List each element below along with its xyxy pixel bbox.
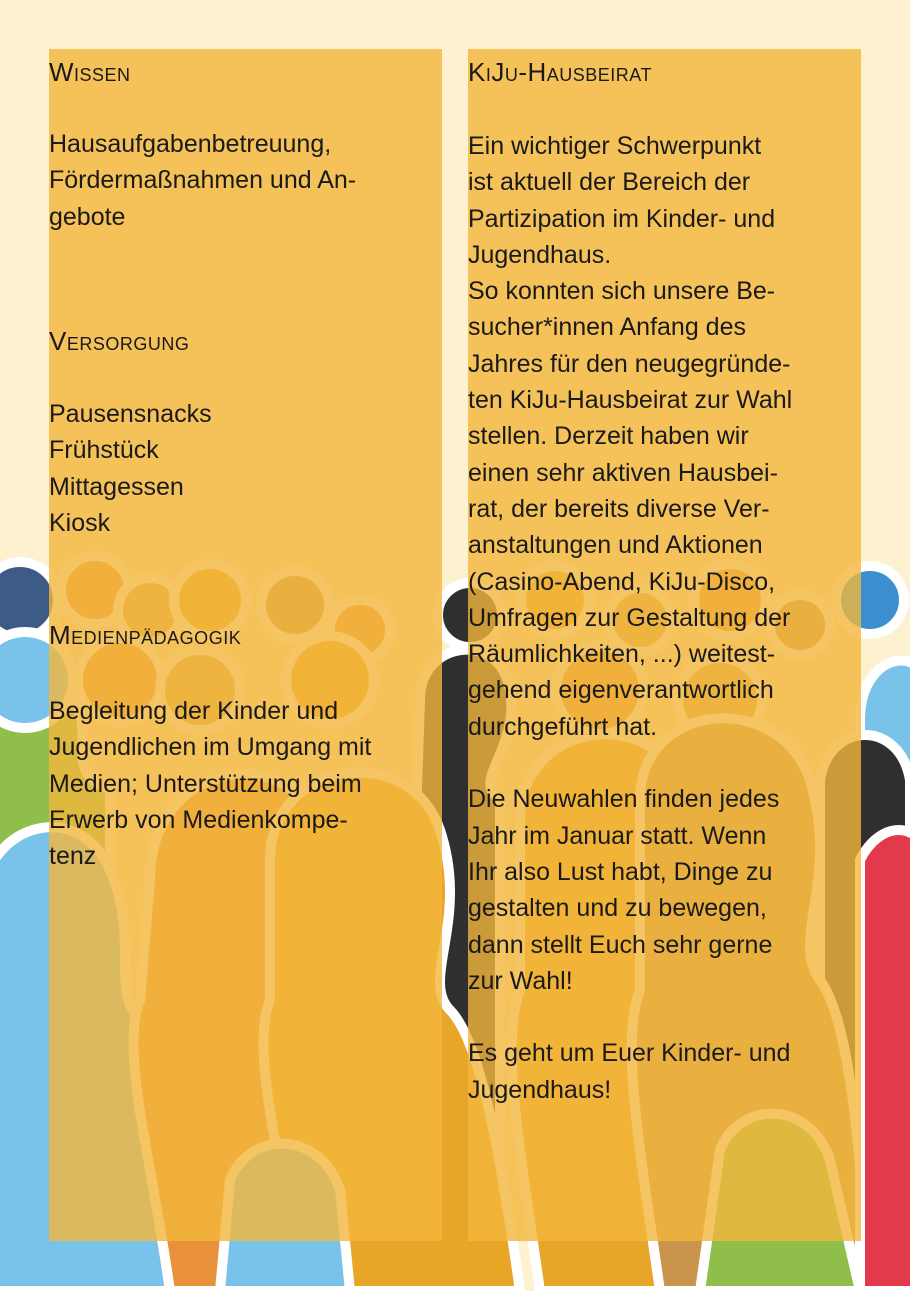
right-column-panel bbox=[468, 49, 861, 1241]
section-text-kiju-hausbeirat bbox=[468, 128, 792, 1108]
text-line: rat, der bereits diverse Ver- bbox=[468, 494, 770, 523]
text-line: ten KiJu-Hausbeirat zur Wahl bbox=[468, 386, 793, 415]
text-line: gebote bbox=[49, 202, 126, 231]
text-line: tenz bbox=[49, 842, 97, 871]
text-line: Hausaufgabenbetreuung, bbox=[49, 130, 332, 158]
text-line: Mittagessen bbox=[49, 472, 184, 501]
text-line: Jahr im Januar statt. Wenn bbox=[468, 821, 767, 850]
text-line: dann stellt Euch sehr gerne bbox=[468, 930, 773, 959]
text-line: Pausensnacks bbox=[49, 400, 212, 428]
section-text-wissen bbox=[49, 126, 356, 235]
text-line: Jugendhaus. bbox=[468, 240, 612, 269]
text-line: Umfragen zur Gestaltung der bbox=[468, 603, 791, 632]
text-line: stellen. Derzeit haben wir bbox=[468, 422, 749, 451]
text-line: Frühstück bbox=[49, 436, 159, 465]
text-line: Ihr also Lust habt, Dinge zu bbox=[468, 857, 773, 886]
text-line: Jugendhaus! bbox=[468, 1075, 612, 1104]
text-line: sucher*innen Anfang des bbox=[468, 313, 746, 342]
text-line: Die Neuwahlen finden jedes bbox=[468, 785, 780, 814]
text-line: durchgeführt hat. bbox=[468, 712, 658, 741]
text-line: Es geht um Euer Kinder- und bbox=[468, 1039, 791, 1068]
section-text-medienpaedagogik bbox=[49, 693, 371, 874]
section-heading-kiju-hausbeirat: KiJu-Hausbeirat bbox=[468, 57, 652, 87]
text-line: Räumlichkeiten, ...) weitest- bbox=[468, 640, 776, 669]
section-heading-versorgung: Versorgung bbox=[49, 326, 190, 356]
text-line bbox=[468, 999, 792, 1035]
text-line: ist aktuell der Bereich der bbox=[468, 168, 751, 197]
text-line: anstaltungen und Aktionen bbox=[468, 531, 763, 560]
section-heading-wissen: Wissen bbox=[49, 57, 131, 87]
text-line: Partizipation im Kinder- und bbox=[468, 204, 776, 233]
text-line: zur Wahl! bbox=[468, 966, 573, 995]
section-text-versorgung bbox=[49, 396, 212, 541]
text-line: Jahres für den neugegründe- bbox=[468, 349, 791, 378]
left-column-panel bbox=[49, 49, 442, 1241]
text-line: Erwerb von Medienkompe- bbox=[49, 805, 348, 834]
text-line: Fördermaßnahmen und An- bbox=[49, 166, 357, 195]
text-line: gestalten und zu bewegen, bbox=[468, 894, 767, 923]
text-line: Jugendlichen im Umgang mit bbox=[49, 733, 372, 762]
text-line bbox=[468, 745, 792, 781]
text-line: (Casino-Abend, KiJu-Disco, bbox=[468, 567, 776, 596]
text-line: Medien; Unterstützung beim bbox=[49, 769, 362, 798]
text-line: gehend eigenverantwortlich bbox=[468, 676, 774, 705]
text-line: Ein wichtiger Schwerpunkt bbox=[468, 132, 762, 160]
text-line: Begleitung der Kinder und bbox=[49, 697, 339, 725]
text-line: So konnten sich unsere Be- bbox=[468, 277, 776, 306]
text-line: einen sehr aktiven Hausbei- bbox=[468, 458, 778, 487]
section-heading-medienpaedagogik: Medienpädagogik bbox=[49, 620, 242, 650]
text-line: Kiosk bbox=[49, 508, 111, 537]
